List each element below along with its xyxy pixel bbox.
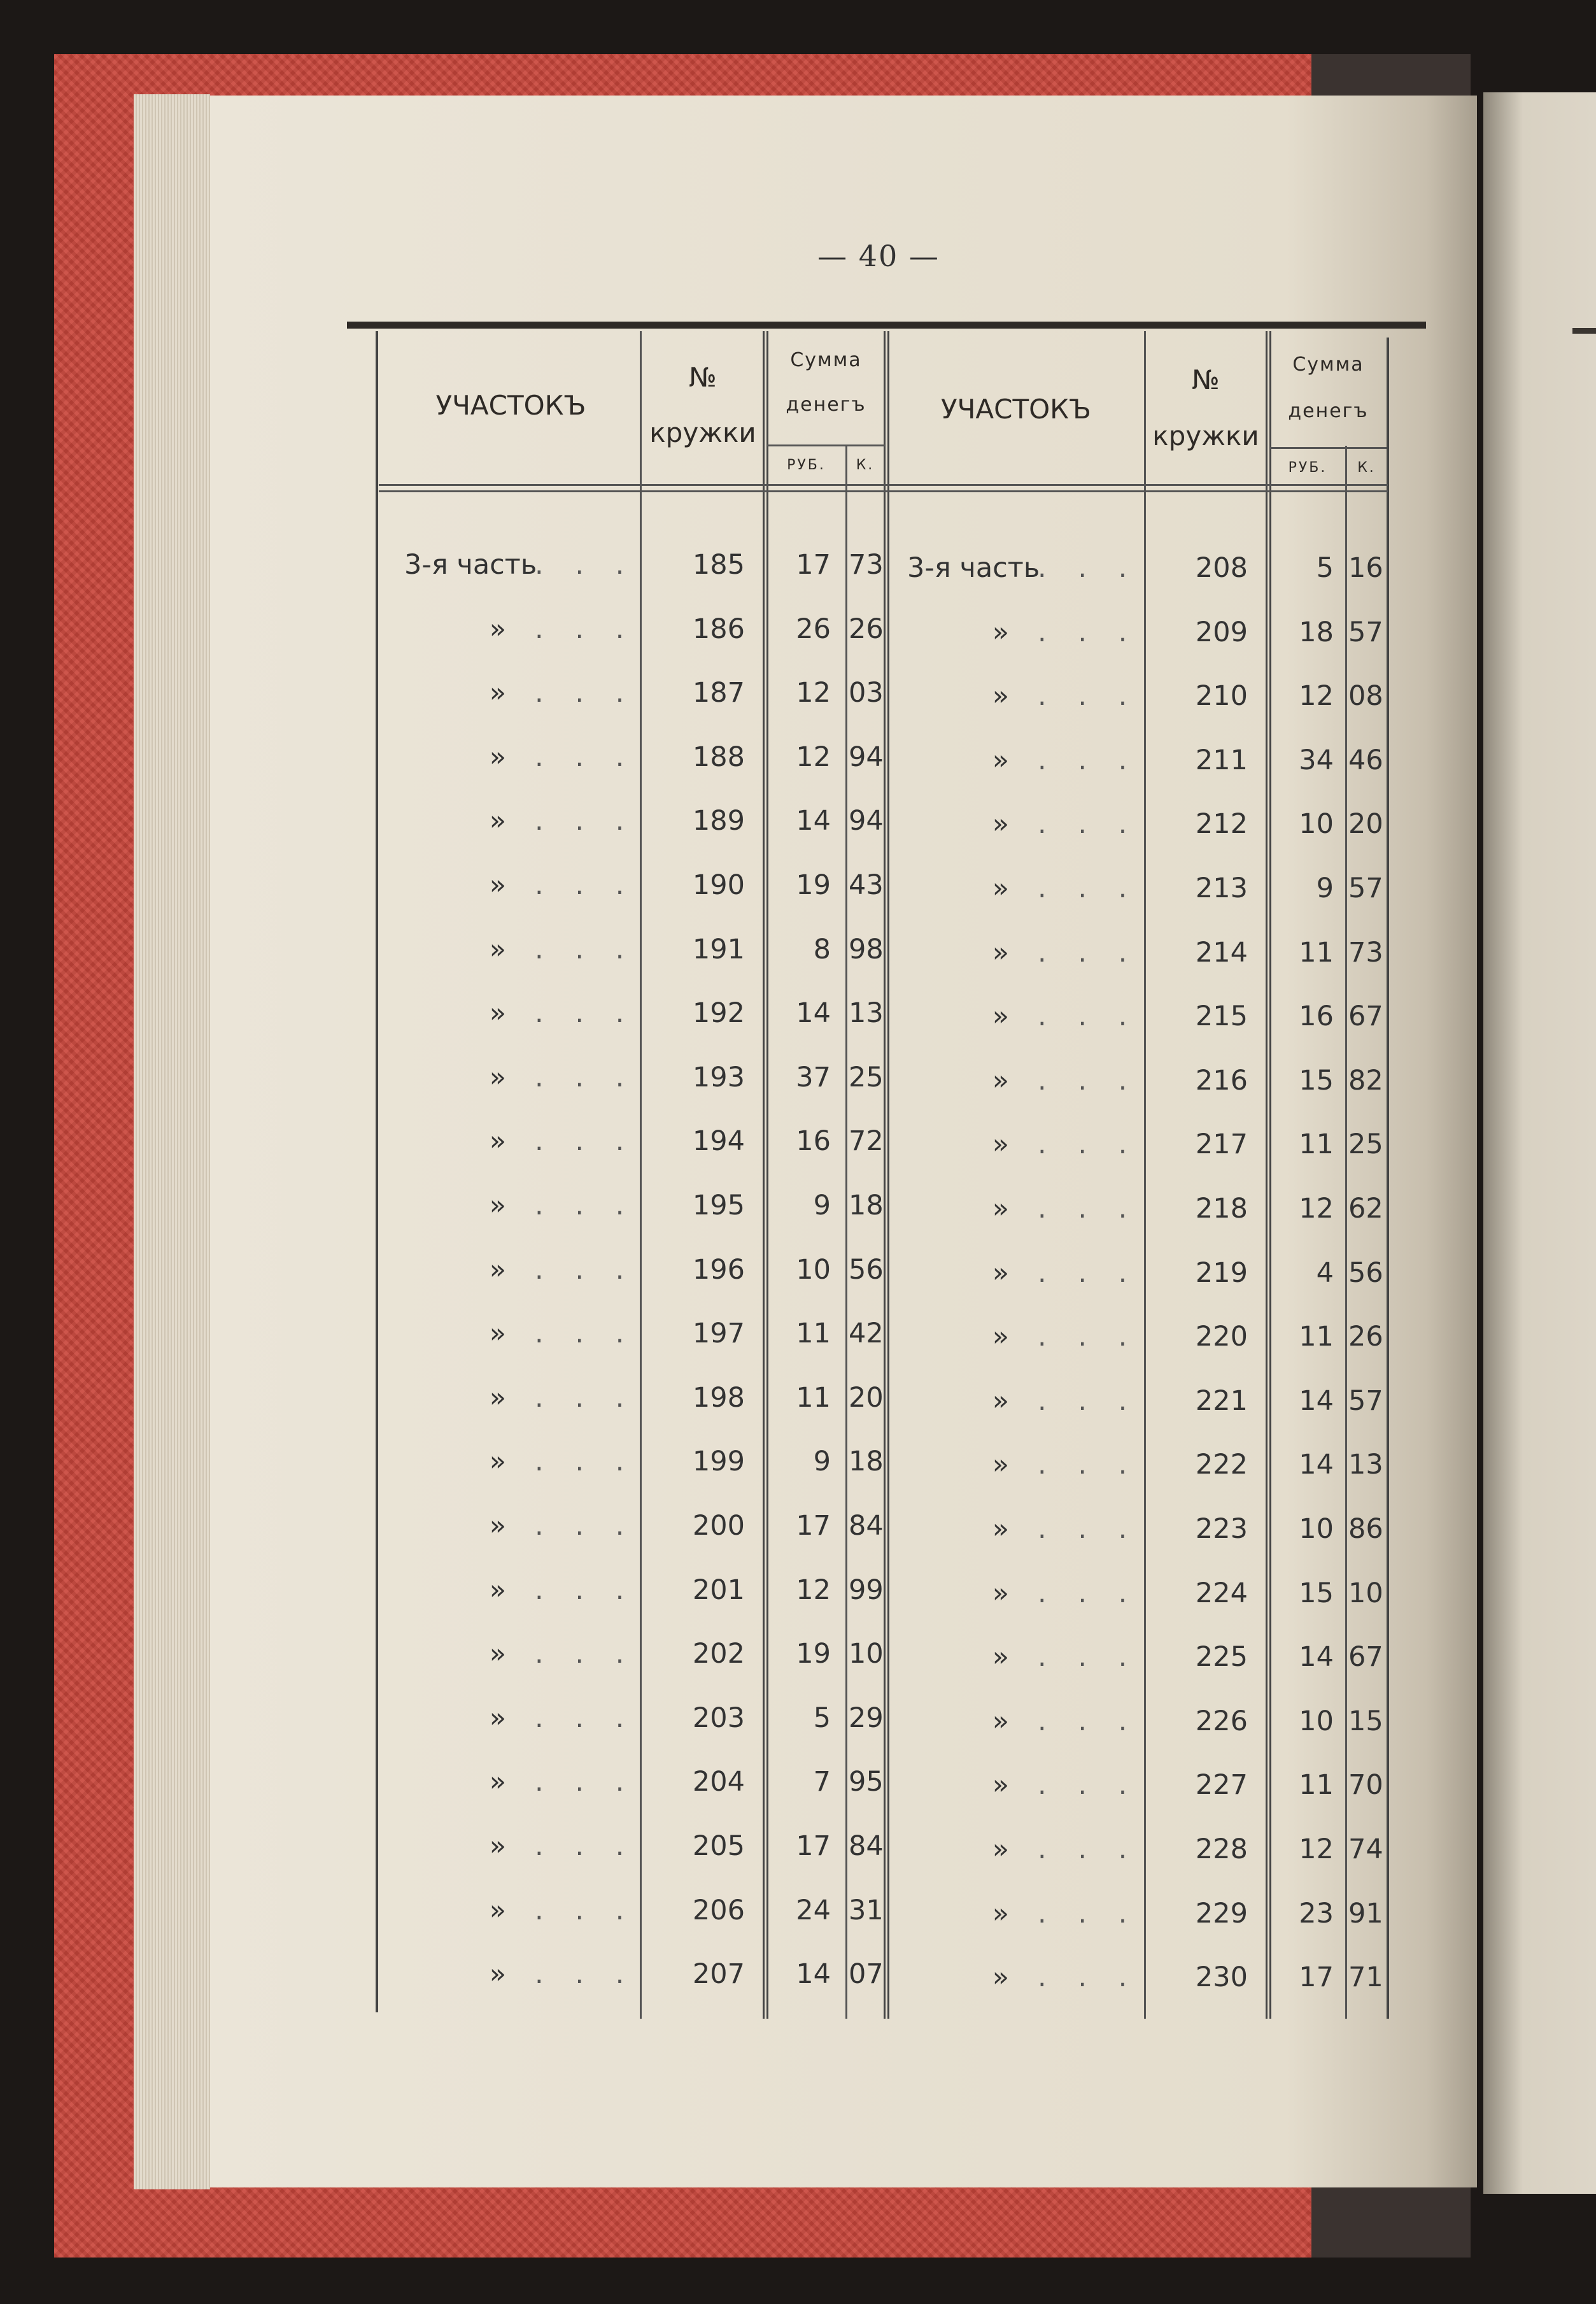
box-number-cell: 226 — [1195, 1705, 1248, 1737]
district-cell: » — [489, 1574, 506, 1606]
rubles-cell: 17 — [796, 549, 831, 581]
header-sum: Сумма — [790, 349, 862, 371]
rubles-cell: 15 — [1299, 1064, 1334, 1097]
district-cell: » — [489, 1766, 506, 1798]
district-cell: » — [992, 1064, 1009, 1097]
district-cell: » — [489, 613, 506, 645]
leader-dots: . . . — [535, 1766, 636, 1798]
rubles-cell: 4 — [1316, 1256, 1334, 1289]
table-right-border — [1387, 338, 1389, 2019]
district-cell: » — [992, 1384, 1009, 1417]
district-cell: » — [992, 1833, 1009, 1865]
leader-dots: . . . — [1038, 1897, 1139, 1930]
box-number-cell: 204 — [692, 1766, 745, 1798]
rubles-cell: 12 — [1299, 1833, 1334, 1865]
kopecks-cell: 03 — [849, 677, 884, 709]
rubles-cell: 14 — [1299, 1449, 1334, 1481]
district-cell: » — [992, 1577, 1009, 1609]
box-number-cell: 222 — [1195, 1449, 1248, 1481]
kopecks-cell: 29 — [849, 1702, 884, 1734]
district-cell: » — [992, 1897, 1009, 1930]
kopecks-cell: 67 — [1348, 1641, 1383, 1674]
box-number-cell: 208 — [1195, 552, 1248, 584]
district-cell: » — [992, 1641, 1009, 1674]
rubles-cell: 5 — [1316, 552, 1334, 584]
district-cell: » — [489, 1446, 506, 1478]
page-number: — 40 — — [817, 239, 940, 273]
district-cell: » — [992, 1000, 1009, 1033]
leader-dots: . . . — [535, 997, 636, 1030]
leader-dots: . . . — [535, 805, 636, 837]
district-cell: » — [992, 1705, 1009, 1737]
district-cell: » — [992, 1256, 1009, 1289]
kopecks-cell: 86 — [1348, 1513, 1383, 1545]
leader-dots: . . . — [1038, 808, 1139, 841]
district-cell: » — [489, 1830, 506, 1862]
leader-dots: . . . — [1038, 1128, 1139, 1161]
kopecks-cell: 56 — [1348, 1256, 1383, 1289]
leader-dots: . . . — [535, 1830, 636, 1862]
district-cell: » — [489, 1253, 506, 1286]
leader-dots: . . . — [1038, 936, 1139, 969]
district-cell: » — [489, 1702, 506, 1734]
box-number-cell: 229 — [1195, 1897, 1248, 1930]
district-cell: » — [992, 1128, 1009, 1161]
rubles-cell: 11 — [1299, 1321, 1334, 1353]
box-number-cell: 194 — [692, 1125, 745, 1158]
kopecks-cell: 20 — [1348, 808, 1383, 841]
rubles-cell: 5 — [813, 1702, 831, 1734]
district-cell: » — [992, 1961, 1009, 1994]
rubles-cell: 17 — [796, 1510, 831, 1542]
kopecks-cell: 26 — [849, 613, 884, 645]
box-number-cell: 192 — [692, 997, 745, 1030]
box-number-cell: 186 — [692, 613, 745, 645]
leader-dots: . . . — [1038, 1961, 1139, 1994]
kopecks-cell: 72 — [849, 1125, 884, 1158]
leader-dots: . . . — [1038, 1064, 1139, 1097]
leader-dots: . . . — [1038, 616, 1139, 648]
box-number-cell: 205 — [692, 1830, 745, 1862]
leader-dots: . . . — [535, 869, 636, 901]
district-cell: » — [992, 616, 1009, 648]
leader-dots: . . . — [535, 1190, 636, 1221]
leader-dots: . . . — [1038, 1193, 1139, 1225]
district-cell: » — [992, 1449, 1009, 1481]
rubles-cell: 11 — [1299, 1769, 1334, 1802]
district-cell: » — [992, 808, 1009, 841]
box-number-cell: 198 — [692, 1381, 745, 1414]
district-cell: 3-я часть — [404, 549, 537, 581]
header-bottom-rule — [379, 490, 1388, 492]
leader-dots: . . . — [535, 1318, 636, 1350]
leader-dots: . . . — [535, 1958, 636, 1991]
rubles-cell: 19 — [796, 869, 831, 901]
district-cell: » — [992, 680, 1009, 713]
rubles-cell: 11 — [796, 1318, 831, 1350]
kopecks-cell: 94 — [849, 741, 884, 773]
kopecks-cell: 62 — [1348, 1193, 1383, 1225]
box-number-cell: 230 — [1195, 1961, 1248, 1994]
kopecks-cell: 46 — [1348, 744, 1383, 776]
header-district: УЧАСТОКЪ — [941, 394, 1091, 425]
rubles-cell: 37 — [796, 1061, 831, 1093]
leader-dots: . . . — [1038, 1513, 1139, 1545]
rubles-cell: 19 — [796, 1638, 831, 1670]
kopecks-cell: 18 — [849, 1190, 884, 1221]
kopecks-cell: 98 — [849, 933, 884, 965]
kopecks-cell: 31 — [849, 1894, 884, 1926]
leader-dots: . . . — [535, 613, 636, 645]
box-number-cell: 227 — [1195, 1769, 1248, 1802]
district-cell: 3-я часть — [907, 552, 1040, 584]
rubles-cell: 15 — [1299, 1577, 1334, 1609]
kopecks-cell: 57 — [1348, 616, 1383, 648]
sum-subheader-rule — [767, 444, 885, 446]
kopecks-cell: 91 — [1348, 1897, 1383, 1930]
page-edges — [134, 94, 210, 2189]
district-cell: » — [489, 1638, 506, 1670]
leader-dots: . . . — [535, 677, 636, 709]
box-number-cell: 223 — [1195, 1513, 1248, 1545]
box-number-cell: 228 — [1195, 1833, 1248, 1865]
leader-dots: . . . — [535, 1638, 636, 1670]
kopecks-cell: 08 — [1348, 680, 1383, 713]
kopecks-cell: 82 — [1348, 1064, 1383, 1097]
col-divider — [640, 331, 642, 2019]
box-number-cell: 191 — [692, 933, 745, 965]
adjacent-page-rule — [1572, 328, 1596, 334]
box-number-cell: 225 — [1195, 1641, 1248, 1674]
kopecks-cell: 18 — [849, 1446, 884, 1478]
kopecks-cell: 26 — [1348, 1321, 1383, 1353]
rubles-cell: 9 — [813, 1190, 831, 1221]
kopecks-cell: 43 — [849, 869, 884, 901]
leader-dots: . . . — [535, 1574, 636, 1606]
rubles-cell: 11 — [796, 1381, 831, 1414]
box-number-cell: 189 — [692, 805, 745, 837]
district-cell: » — [489, 1125, 506, 1158]
kopecks-cell: 70 — [1348, 1769, 1383, 1802]
leader-dots: . . . — [535, 1894, 636, 1926]
district-cell: » — [992, 936, 1009, 969]
district-cell: » — [489, 1061, 506, 1093]
leader-dots: . . . — [535, 1510, 636, 1542]
leader-dots: . . . — [1038, 1321, 1139, 1353]
header-rub: РУБ. — [1288, 460, 1327, 476]
kopecks-cell: 57 — [1348, 1384, 1383, 1417]
kopecks-cell: 73 — [849, 549, 884, 581]
box-number-cell: 209 — [1195, 616, 1248, 648]
rubles-cell: 26 — [796, 613, 831, 645]
header-kop: К. — [1357, 460, 1376, 476]
box-number-cell: 206 — [692, 1894, 745, 1926]
rubles-cell: 10 — [1299, 1705, 1334, 1737]
leader-dots: . . . — [535, 933, 636, 965]
header-rub: РУБ. — [787, 457, 826, 473]
leader-dots: . . . — [1038, 552, 1139, 584]
rubles-cell: 12 — [796, 1574, 831, 1606]
rubles-cell: 8 — [813, 933, 831, 965]
kopecks-cell: 10 — [1348, 1577, 1383, 1609]
rubles-cell: 11 — [1299, 1128, 1334, 1161]
kopecks-cell: 16 — [1348, 552, 1383, 584]
header-number-symbol: № — [689, 362, 717, 393]
rubles-cell: 12 — [796, 741, 831, 773]
box-number-cell: 218 — [1195, 1193, 1248, 1225]
box-number-cell: 210 — [1195, 680, 1248, 713]
header-district: УЧАСТОКЪ — [435, 390, 586, 421]
header-money: денегъ — [786, 394, 866, 416]
kopecks-cell: 84 — [849, 1830, 884, 1862]
table-left-border — [376, 331, 378, 2012]
district-cell: » — [489, 869, 506, 901]
box-number-cell: 221 — [1195, 1384, 1248, 1417]
leader-dots: . . . — [535, 1381, 636, 1414]
kopecks-cell: 25 — [1348, 1128, 1383, 1161]
rubles-cell: 16 — [796, 1125, 831, 1158]
leader-dots: . . . — [1038, 1833, 1139, 1865]
rubles-cell: 9 — [813, 1446, 831, 1478]
box-number-cell: 199 — [692, 1446, 745, 1478]
leader-dots: . . . — [1038, 1577, 1139, 1609]
rubles-cell: 34 — [1299, 744, 1334, 776]
box-number-cell: 193 — [692, 1061, 745, 1093]
district-cell: » — [489, 1894, 506, 1926]
kopecks-cell: 25 — [849, 1061, 884, 1093]
kopecks-cell: 13 — [849, 997, 884, 1030]
kopecks-cell: 07 — [849, 1958, 884, 1991]
header-kop: К. — [856, 457, 875, 473]
kopecks-cell: 71 — [1348, 1961, 1383, 1994]
district-cell: » — [489, 1958, 506, 1991]
district-cell: » — [992, 872, 1009, 904]
district-cell: » — [992, 1769, 1009, 1802]
kopecks-cell: 95 — [849, 1766, 884, 1798]
leader-dots: . . . — [1038, 1769, 1139, 1802]
kopecks-cell: 99 — [849, 1574, 884, 1606]
district-cell: » — [489, 933, 506, 965]
kopecks-cell: 42 — [849, 1318, 884, 1350]
header-bottom-rule — [379, 484, 1388, 486]
leader-dots: . . . — [1038, 1000, 1139, 1033]
rubles-cell: 17 — [1299, 1961, 1334, 1994]
rubles-cell: 9 — [1316, 872, 1334, 904]
leader-dots: . . . — [1038, 1256, 1139, 1289]
box-number-cell: 213 — [1195, 872, 1248, 904]
leader-dots: . . . — [535, 1125, 636, 1158]
leader-dots: . . . — [535, 741, 636, 773]
rubles-cell: 24 — [796, 1894, 831, 1926]
district-cell: » — [489, 997, 506, 1030]
leader-dots: . . . — [535, 1061, 636, 1093]
rubles-cell: 14 — [796, 997, 831, 1030]
district-cell: » — [992, 1321, 1009, 1353]
box-number-cell: 216 — [1195, 1064, 1248, 1097]
leader-dots: . . . — [535, 1446, 636, 1478]
rubles-cell: 12 — [1299, 680, 1334, 713]
district-cell: » — [992, 1513, 1009, 1545]
header-money: денегъ — [1288, 400, 1369, 422]
kopecks-cell: 74 — [1348, 1833, 1383, 1865]
kopecks-cell: 15 — [1348, 1705, 1383, 1737]
header-number-label: кружки — [649, 417, 756, 448]
kopecks-cell: 57 — [1348, 872, 1383, 904]
adjacent-page — [1483, 92, 1596, 2194]
header-sum: Сумма — [1292, 353, 1364, 376]
box-number-cell: 220 — [1195, 1321, 1248, 1353]
district-cell: » — [489, 1510, 506, 1542]
rubles-cell: 10 — [796, 1253, 831, 1286]
leader-dots: . . . — [1038, 1449, 1139, 1481]
box-number-cell: 188 — [692, 741, 745, 773]
leader-dots: . . . — [1038, 1384, 1139, 1417]
rubles-cell: 17 — [796, 1830, 831, 1862]
box-number-cell: 196 — [692, 1253, 745, 1286]
leader-dots: . . . — [1038, 680, 1139, 713]
box-number-cell: 187 — [692, 677, 745, 709]
district-cell: » — [489, 741, 506, 773]
rubles-cell: 23 — [1299, 1897, 1334, 1930]
rubles-cell: 10 — [1299, 808, 1334, 841]
district-cell: » — [489, 1381, 506, 1414]
box-number-cell: 211 — [1195, 744, 1248, 776]
rubles-cell: 7 — [813, 1766, 831, 1798]
header-number-symbol: № — [1192, 364, 1220, 395]
col-divider — [845, 446, 847, 2019]
district-cell: » — [992, 1193, 1009, 1225]
leader-dots: . . . — [535, 1702, 636, 1734]
box-number-cell: 212 — [1195, 808, 1248, 841]
box-number-cell: 185 — [692, 549, 745, 581]
box-number-cell: 202 — [692, 1638, 745, 1670]
box-number-cell: 203 — [692, 1702, 745, 1734]
kopecks-cell: 94 — [849, 805, 884, 837]
leader-dots: . . . — [1038, 872, 1139, 904]
box-number-cell: 219 — [1195, 1256, 1248, 1289]
box-number-cell: 217 — [1195, 1128, 1248, 1161]
kopecks-cell: 13 — [1348, 1449, 1383, 1481]
kopecks-cell: 56 — [849, 1253, 884, 1286]
rubles-cell: 10 — [1299, 1513, 1334, 1545]
rubles-cell: 16 — [1299, 1000, 1334, 1033]
box-number-cell: 201 — [692, 1574, 745, 1606]
table-top-rule — [347, 322, 1426, 329]
rubles-cell: 11 — [1299, 936, 1334, 969]
book-spine-bottom — [1311, 2187, 1471, 2258]
kopecks-cell: 73 — [1348, 936, 1383, 969]
box-number-cell: 190 — [692, 869, 745, 901]
leader-dots: . . . — [535, 1253, 636, 1286]
box-number-cell: 200 — [692, 1510, 745, 1542]
rubles-cell: 12 — [1299, 1193, 1334, 1225]
rubles-cell: 12 — [796, 677, 831, 709]
col-divider — [1266, 331, 1271, 2019]
kopecks-cell: 10 — [849, 1638, 884, 1670]
kopecks-cell: 67 — [1348, 1000, 1383, 1033]
rubles-cell: 14 — [1299, 1641, 1334, 1674]
leader-dots: . . . — [1038, 744, 1139, 776]
leader-dots: . . . — [1038, 1705, 1139, 1737]
district-cell: » — [489, 1318, 506, 1350]
district-cell: » — [992, 744, 1009, 776]
col-divider — [1345, 446, 1347, 2019]
col-divider — [1144, 331, 1146, 2019]
rubles-cell: 14 — [796, 1958, 831, 1991]
box-number-cell: 207 — [692, 1958, 745, 1991]
rubles-cell: 18 — [1299, 616, 1334, 648]
header-number-label: кружки — [1152, 420, 1259, 452]
box-number-cell: 214 — [1195, 936, 1248, 969]
leader-dots: . . . — [535, 549, 636, 581]
col-divider — [884, 331, 889, 2019]
district-cell: » — [489, 677, 506, 709]
sum-subheader-rule — [1270, 447, 1387, 449]
box-number-cell: 224 — [1195, 1577, 1248, 1609]
district-cell: » — [489, 805, 506, 837]
leader-dots: . . . — [1038, 1641, 1139, 1674]
district-cell: » — [489, 1190, 506, 1221]
kopecks-cell: 20 — [849, 1381, 884, 1414]
rubles-cell: 14 — [796, 805, 831, 837]
box-number-cell: 215 — [1195, 1000, 1248, 1033]
box-number-cell: 195 — [692, 1190, 745, 1221]
box-number-cell: 197 — [692, 1318, 745, 1350]
rubles-cell: 14 — [1299, 1384, 1334, 1417]
kopecks-cell: 84 — [849, 1510, 884, 1542]
